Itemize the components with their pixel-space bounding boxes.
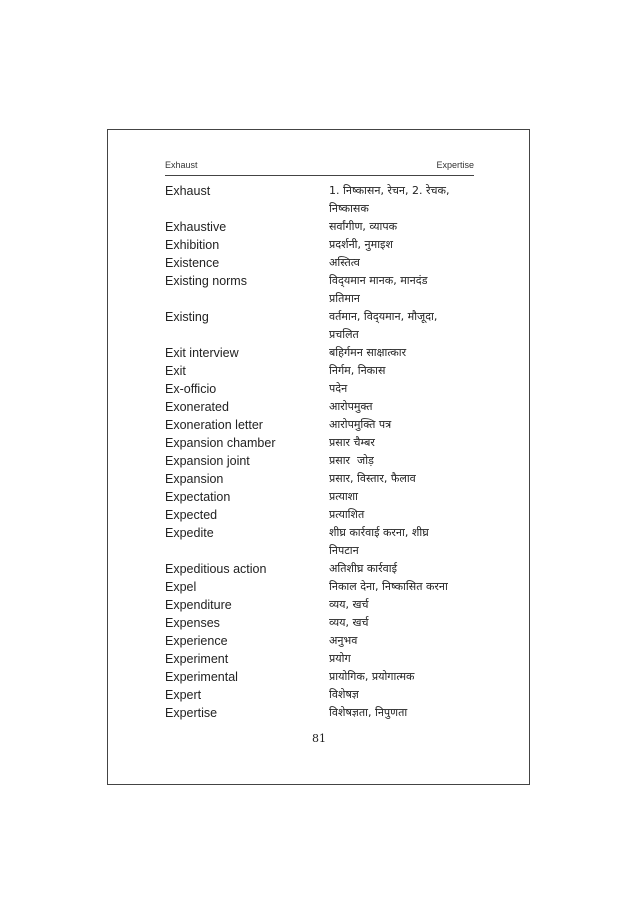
english-term: Expedite — [165, 526, 214, 540]
first-guide-word: Exhaust — [165, 160, 198, 170]
english-term: Exonerated — [165, 400, 229, 414]
glossary-entry — [165, 524, 485, 560]
hindi-definition: आरोपमुक्त — [329, 400, 373, 413]
glossary-entry — [165, 686, 485, 704]
hindi-definition: अनुभव — [329, 634, 358, 647]
glossary-entry — [165, 344, 485, 362]
english-term: Existing — [165, 310, 209, 324]
glossary-entry — [165, 560, 485, 578]
hindi-definition: निकाल देना, निष्कासित करना — [329, 580, 448, 593]
hindi-definition: प्रत्याशा — [329, 490, 359, 503]
english-term: Experience — [165, 634, 228, 648]
glossary-entry — [165, 272, 485, 308]
english-term: Exit interview — [165, 346, 239, 360]
english-term: Experiment — [165, 652, 229, 666]
english-term: Expert — [165, 688, 202, 702]
english-term: Expansion — [165, 472, 224, 486]
english-term: Expected — [165, 508, 218, 522]
last-guide-word: Expertise — [436, 160, 474, 170]
english-term: Existing norms — [165, 274, 247, 288]
page-number: 81 — [312, 732, 326, 745]
glossary-entry — [165, 452, 485, 470]
english-term: Expenditure — [165, 598, 232, 612]
english-term: Expansion joint — [165, 454, 250, 468]
glossary-entry — [165, 488, 485, 506]
english-term: Exhaust — [165, 184, 211, 198]
running-head — [165, 156, 474, 174]
english-term: Expel — [165, 580, 197, 594]
glossary-entry — [165, 254, 485, 272]
english-term: Exit — [165, 364, 186, 378]
glossary-list — [165, 182, 485, 722]
hindi-definition: 1. निष्कासन, रेचन, 2. रेचक, निष्कासक — [329, 184, 450, 215]
glossary-entry — [165, 308, 485, 344]
hindi-definition: प्रदर्शनी, नुमाइश — [329, 238, 393, 251]
glossary-entry — [165, 506, 485, 524]
hindi-definition: व्यय, खर्च — [329, 598, 369, 611]
hindi-definition: अस्तित्व — [329, 256, 360, 269]
glossary-entry — [165, 182, 485, 218]
english-term: Expeditious action — [165, 562, 267, 576]
english-term: Expectation — [165, 490, 231, 504]
glossary-entry — [165, 650, 485, 668]
english-term: Experimental — [165, 670, 238, 684]
glossary-entry — [165, 398, 485, 416]
hindi-definition: अतिशीघ्र कार्रवाई — [329, 562, 398, 575]
english-term: Existence — [165, 256, 220, 270]
hindi-definition: प्रसार जोड़ — [329, 454, 374, 467]
glossary-entry — [165, 236, 485, 254]
glossary-entry — [165, 668, 485, 686]
hindi-definition: व्यय, खर्च — [329, 616, 369, 629]
hindi-definition: बहिर्गमन साक्षात्कार — [329, 346, 407, 359]
hindi-definition: प्रयोग — [329, 652, 351, 665]
glossary-entry — [165, 470, 485, 488]
hindi-definition: शीघ्र कार्रवाई करना, शीघ्र निपटान — [329, 526, 429, 557]
glossary-entry — [165, 596, 485, 614]
hindi-definition: आरोपमुक्ति पत्र — [329, 418, 392, 431]
hindi-definition: प्रसार चैम्बर — [329, 436, 375, 449]
glossary-entry — [165, 578, 485, 596]
hindi-definition: प्रत्याशित — [329, 508, 365, 521]
english-term: Exoneration letter — [165, 418, 263, 432]
header-rule — [165, 175, 474, 176]
hindi-definition: सर्वांगीण, व्यापक — [329, 220, 398, 233]
glossary-entry — [165, 416, 485, 434]
hindi-definition: वर्तमान, विद्‌यमान, मौजूदा, प्रचलित — [329, 310, 438, 341]
glossary-entry — [165, 218, 485, 236]
english-term: Expenses — [165, 616, 220, 630]
english-term: Exhaustive — [165, 220, 227, 234]
hindi-definition: पदेन — [329, 382, 348, 395]
english-term: Expansion chamber — [165, 436, 276, 450]
hindi-definition: विशेषज्ञता, निपुणता — [329, 706, 408, 719]
hindi-definition: विशेषज्ञ — [329, 688, 359, 701]
hindi-definition: निर्गम, निकास — [329, 364, 386, 377]
glossary-entry — [165, 434, 485, 452]
english-term: Expertise — [165, 706, 218, 720]
glossary-entry — [165, 362, 485, 380]
glossary-entry — [165, 380, 485, 398]
hindi-definition: प्रायोगिक, प्रयोगात्मक — [329, 670, 415, 683]
english-term: Exhibition — [165, 238, 220, 252]
english-term: Ex-officio — [165, 382, 217, 396]
glossary-entry — [165, 704, 485, 722]
glossary-entry — [165, 632, 485, 650]
hindi-definition: विद्‌यमान मानक, मानदंड प्रतिमान — [329, 274, 428, 305]
hindi-definition: प्रसार, विस्तार, फैलाव — [329, 472, 416, 485]
glossary-entry — [165, 614, 485, 632]
